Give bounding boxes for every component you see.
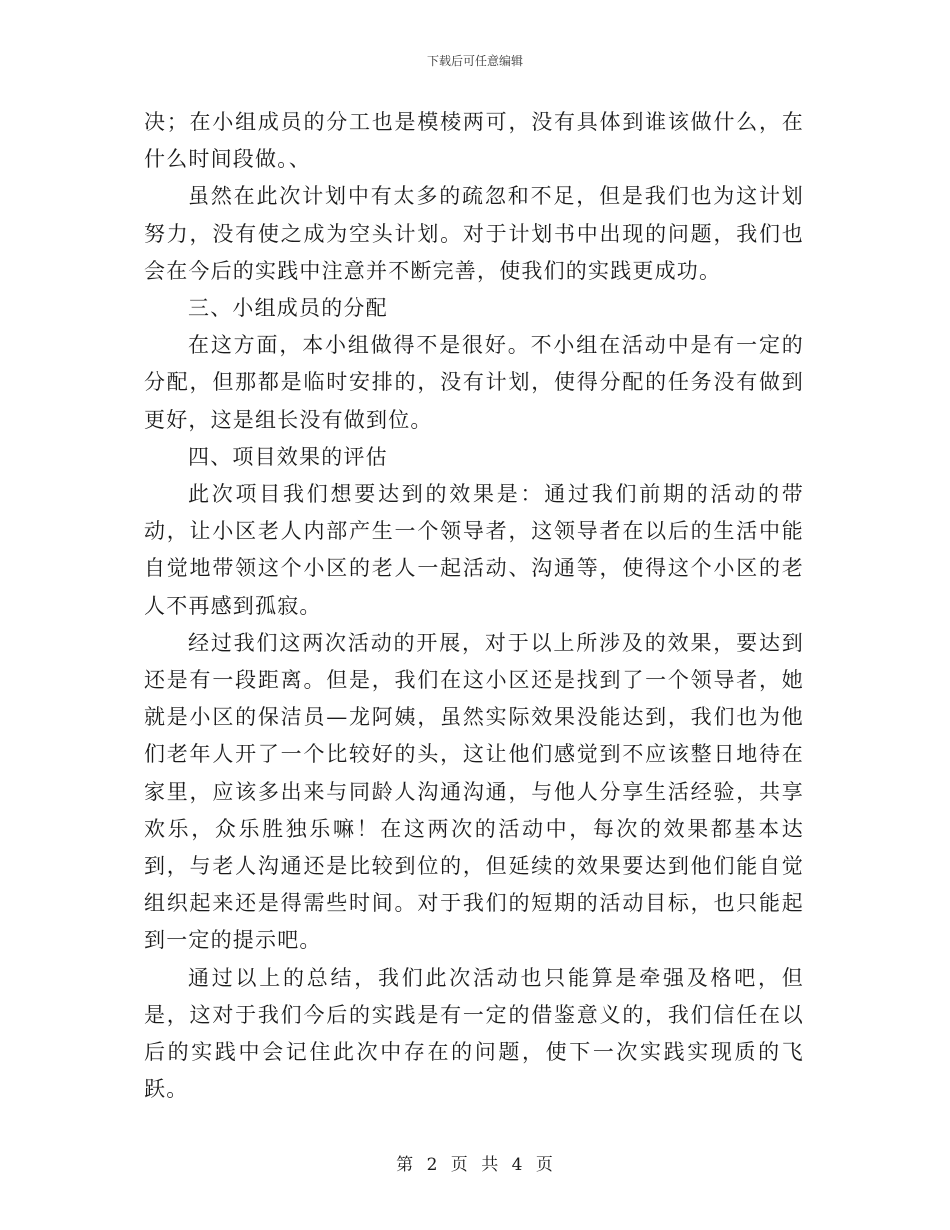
- paragraph-member-allocation: 在这方面，本小组做得不是很好。不小组在活动中是有一定的分配，但那都是临时安排的，没有计划，使得分配的任务没有做到更好，这是组长没有做到位。: [144, 333, 804, 432]
- header-note: 下载后可任意编辑: [426, 54, 523, 68]
- page-footer: [0, 1150, 950, 1175]
- footer-current-page: 2: [426, 1155, 439, 1175]
- footer-suffix: 页: [535, 1155, 554, 1175]
- paragraph-actual-effect: 经过我们这两次活动的开展，对于以上所涉及的效果，要达到还是有一段距离。但是，我们在这小区还是找到了一个领导者，她就是小区的保洁员—龙阿姨，虽然实际效果没能达到，我们也为他们老年人开了一个比较好的头，这让他们感觉到不应该整日地待在家里，应该多出来与同龄人沟通沟通，与他人分享生活经验，共享欢乐，众乐胜独乐嘛！在这两次的活动中，每次的效果都基本达到，与老人沟通还是比较到位的，但延续的效果要达到他们能自觉组织起来还是得需些时间。对于我们的短期的活动目标，也只能起到一定的提示吧。: [144, 630, 804, 953]
- section-heading-effect-evaluation: 四、项目效果的评估: [188, 444, 388, 469]
- footer-prefix: 第: [396, 1155, 415, 1175]
- footer-total-word: 共: [481, 1155, 500, 1175]
- section-heading-member-allocation: 三、小组成员的分配: [188, 296, 388, 321]
- paragraph-conclusion: 通过以上的总结，我们此次活动也只能算是牵强及格吧，但是，这对于我们今后的实践是有一定的借鉴意义的，我们信任在以后的实践中会记住此次中存在的问题，使下一次实践实现质的飞跃。: [144, 965, 804, 1102]
- document-body: [144, 104, 804, 1108]
- paragraph-expected-effect: 此次项目我们想要达到的效果是：通过我们前期的活动的带动，让小区老人内部产生一个领导者，这领导者在以后的生活中能自觉地带领这个小区的老人一起活动、沟通等，使得这个小区的老人不再感到孤寂。: [144, 482, 804, 618]
- paragraph-continuation: 决；在小组成员的分工也是模棱两可，没有具体到谁该做什么，在什么时间段做。、: [144, 110, 804, 172]
- paragraph-plan-reflection: 虽然在此次计划中有太多的疏忽和不足，但是我们也为这计划努力，没有使之成为空头计划。对于计划书中出现的问题，我们也会在今后的实践中注意并不断完善，使我们的实践更成功。: [144, 184, 804, 283]
- footer-total-pages: 4: [511, 1155, 524, 1175]
- footer-page-word: 页: [450, 1155, 469, 1175]
